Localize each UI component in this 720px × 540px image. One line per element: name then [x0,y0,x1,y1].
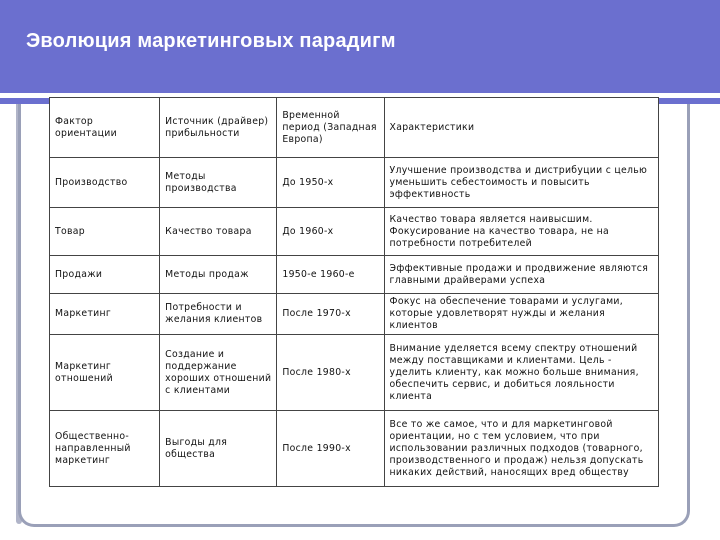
row-source: Методы продаж [160,256,277,294]
row-characteristics: Улучшение производства и дистрибуции с целью уменьшить себестоимость и повысить эффективность [384,158,658,208]
row-source: Выгоды для общества [160,411,277,487]
row-factor: Общественно-направленный маркетинг [50,411,160,487]
table-row [50,294,659,335]
row-period: После 1990-х [277,411,384,487]
header-characteristics: Характеристики [384,98,658,158]
slide-title: Эволюция маркетинговых парадигм [26,30,396,52]
header-period: Временной период (Западная Европа) [277,98,384,158]
table-header-row [50,98,659,158]
table-row [50,208,659,256]
row-source: Потребности и желания клиентов [160,294,277,335]
row-factor: Производство [50,158,160,208]
row-factor: Маркетинг [50,294,160,335]
row-characteristics: Внимание уделяется всему спектру отношений между поставщиками и клиентами. Цель - уделить клиенту, как можно больше внимания, обеспечить сервис, и добиться лояльности клиента [384,335,658,411]
row-factor: Маркетинг отношений [50,335,160,411]
row-characteristics: Эффективные продажи и продвижение являются главными драйверами успеха [384,256,658,294]
row-factor: Товар [50,208,160,256]
row-characteristics: Все то же самое, что и для маркетинговой ориентации, но с тем условием, что при использовании различных подходов (товарного, производственного и продаж) нельзя допускать никаких действий, наносящих вред обществу [384,411,658,487]
table-row [50,256,659,294]
table-row [50,411,659,487]
row-source: Качество товара [160,208,277,256]
paradigm-table [49,97,659,487]
row-period: До 1950-х [277,158,384,208]
header-source: Источник (драйвер) прибыльности [160,98,277,158]
table-row [50,335,659,411]
row-source: Методы производства [160,158,277,208]
row-period: 1950-е 1960-е [277,256,384,294]
table-row [50,158,659,208]
row-characteristics: Качество товара является наивысшим. Фокусирование на качество товара, не на потребности потребителей [384,208,658,256]
row-period: После 1970-х [277,294,384,335]
row-factor: Продажи [50,256,160,294]
row-characteristics: Фокус на обеспечение товарами и услугами, которые удовлетворят нужды и желания клиентов [384,294,658,335]
row-source: Создание и поддержание хороших отношений с клиентами [160,335,277,411]
row-period: До 1960-х [277,208,384,256]
header-factor: Фактор ориентации [50,98,160,158]
row-period: После 1980-х [277,335,384,411]
